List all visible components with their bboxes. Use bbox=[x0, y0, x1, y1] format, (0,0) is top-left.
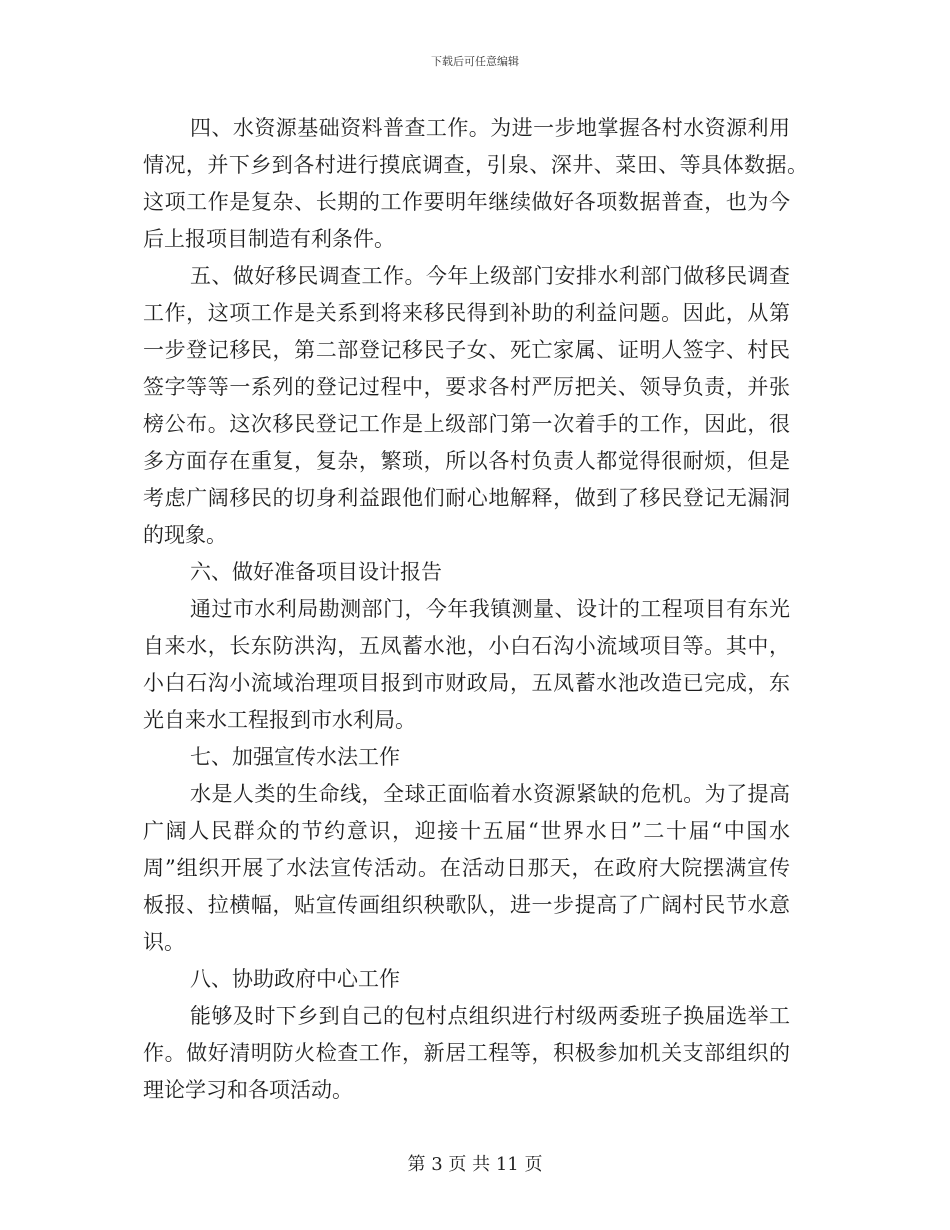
body-line: 考虑广阔移民的切身利益跟他们耐心地解释，做到了移民登记无漏洞 bbox=[143, 486, 790, 510]
body-line: 后上报项目制造有利条件。 bbox=[143, 227, 395, 251]
section-heading-6 bbox=[143, 554, 808, 591]
body-line: 光自来水工程报到市水利局。 bbox=[143, 708, 416, 732]
section-heading: 七、加强宣传水法工作 bbox=[190, 745, 400, 769]
body-line: 自来水，长东防洪沟，五凤蓄水池，小白石沟小流域项目等。其中， bbox=[143, 634, 790, 658]
paragraph-section-5 bbox=[143, 258, 808, 554]
body-line: 理论学习和各项活动。 bbox=[143, 1078, 353, 1102]
body-line: 工作，这项工作是关系到将来移民得到补助的利益问题。因此，从第 bbox=[143, 301, 790, 325]
body-line: 四、水资源基础资料普查工作。为进一步地掌握各村水资源利用 bbox=[190, 116, 790, 140]
section-heading-7 bbox=[143, 739, 808, 776]
body-line: 五、做好移民调查工作。今年上级部门安排水利部门做移民调查 bbox=[190, 264, 790, 288]
body-line: 识。 bbox=[143, 930, 185, 954]
body-line: 一步登记移民，第二部登记移民子女、死亡家属、证明人签字、村民 bbox=[143, 338, 790, 362]
body-line: 水是人类的生命线，全球正面临着水资源紧缺的危机。为了提高 bbox=[190, 782, 790, 806]
body-line: 作。做好清明防火检查工作，新居工程等，积极参加机关支部组织的 bbox=[143, 1041, 790, 1065]
body-line: 榜公布。这次移民登记工作是上级部门第一次着手的工作，因此，很 bbox=[143, 412, 790, 436]
body-line: 通过市水利局勘测部门，今年我镇测量、设计的工程项目有东光 bbox=[190, 597, 790, 621]
body-line: 周”组织开展了水法宣传活动。在活动日那天，在政府大院摆满宣传 bbox=[143, 856, 790, 880]
paragraph-section-7 bbox=[143, 776, 808, 961]
document-body bbox=[143, 110, 808, 1109]
body-line: 广阔人民群众的节约意识，迎接十五届“世界水日”二十届“中国水 bbox=[143, 819, 790, 843]
body-line: 板报、拉横幅，贴宣传画组织秧歌队，进一步提高了广阔村民节水意 bbox=[143, 893, 790, 917]
paragraph-section-4 bbox=[143, 110, 808, 258]
paragraph-section-8 bbox=[143, 998, 808, 1109]
body-line: 的现象。 bbox=[143, 523, 227, 547]
section-heading: 六、做好准备项目设计报告 bbox=[190, 560, 442, 584]
body-line: 签字等等一系列的登记过程中，要求各村严厉把关、领导负责，并张 bbox=[143, 375, 790, 399]
paragraph-section-6 bbox=[143, 591, 808, 739]
section-heading: 八、协助政府中心工作 bbox=[190, 967, 400, 991]
section-heading-8 bbox=[143, 961, 808, 998]
body-line: 小白石沟小流域治理项目报到市财政局，五凤蓄水池改造已完成，东 bbox=[143, 671, 790, 695]
body-line: 多方面存在重复，复杂，繁琐，所以各村负责人都觉得很耐烦，但是 bbox=[143, 449, 790, 473]
body-line: 能够及时下乡到自己的包村点组织进行村级两委班子换届选举工 bbox=[190, 1004, 790, 1028]
body-line: 情况，并下乡到各村进行摸底调查，引泉、深井、菜田、等具体数据。 bbox=[143, 153, 808, 177]
body-line: 这项工作是复杂、长期的工作要明年继续做好各项数据普查，也为今 bbox=[143, 190, 790, 214]
page-number-footer: 第 3 页 共 11 页 bbox=[407, 1154, 543, 1175]
page-header-note: 下载后可任意编辑 bbox=[431, 55, 519, 68]
